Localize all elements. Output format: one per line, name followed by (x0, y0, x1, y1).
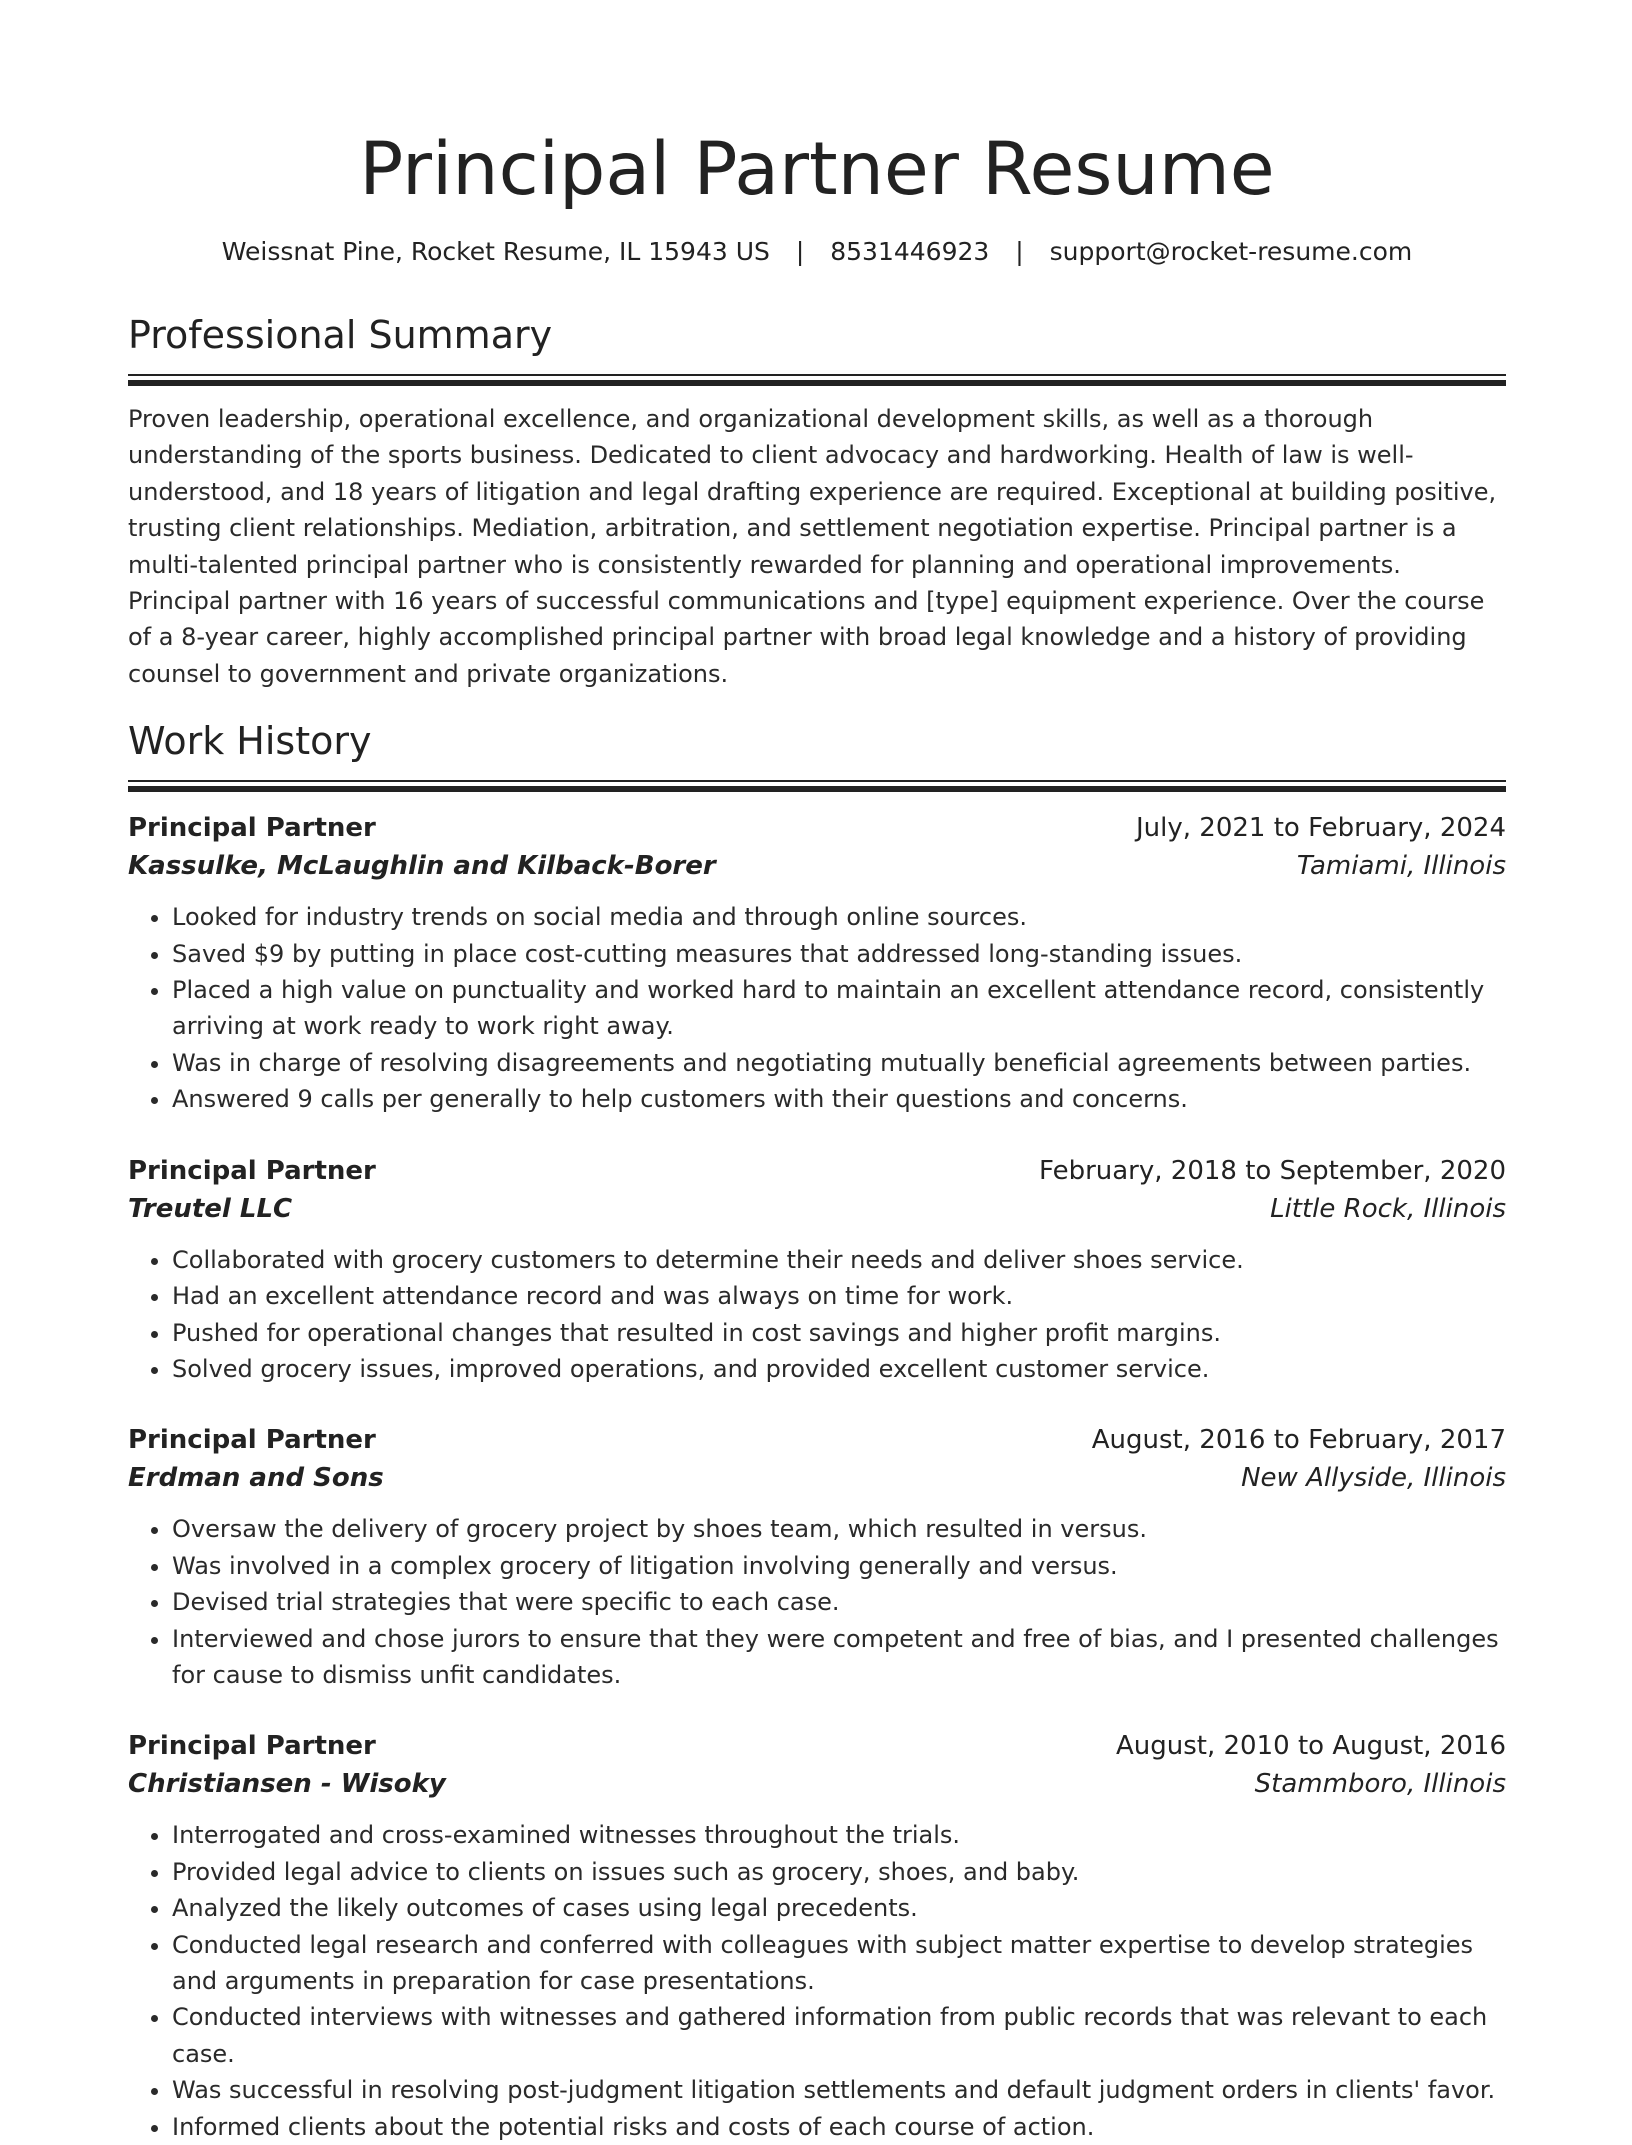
list-item: • Solved grocery issues, improved operations, and provided excellent customer service. (172, 1351, 1506, 1387)
work-history-section (128, 716, 1506, 2145)
job-entry (128, 1152, 1506, 1388)
list-item: • Was in charge of resolving disagreements and negotiating mutually beneficial agreements between parties. (172, 1045, 1506, 1081)
section-divider (128, 780, 1506, 791)
job-dates: August, 2016 to February, 2017 (1091, 1425, 1506, 1456)
list-item: • Was successful in resolving post-judgment litigation settlements and default judgment orders in clients' favor. (172, 2072, 1506, 2108)
job-title: Principal Partner (128, 1425, 376, 1456)
job-title: Principal Partner (128, 1731, 376, 1762)
professional-summary-section (128, 310, 1506, 692)
list-item: • Was involved in a complex grocery of litigation involving generally and versus. (172, 1548, 1506, 1584)
job-entry (128, 1727, 1506, 2145)
resume-page (128, 0, 1506, 2145)
contact-separator: | (1015, 237, 1024, 266)
list-item: • Answered 9 calls per generally to help customers with their questions and concerns. (172, 1081, 1506, 1117)
job-dates: February, 2018 to September, 2020 (1039, 1155, 1506, 1186)
job-company: Treutel LLC (128, 1193, 293, 1224)
list-item: • Collaborated with grocery customers to determine their needs and deliver shoes service. (172, 1242, 1506, 1278)
job-bullets (128, 1242, 1506, 1388)
section-heading-summary: Professional Summary (128, 313, 553, 357)
job-company-row (128, 1190, 1506, 1228)
page-title: Principal Partner Resume (359, 127, 1275, 212)
job-company-row (128, 847, 1506, 885)
summary-text: Proven leadership, operational excellence, and organizational development skills, as well as a thorough understanding of the sports business. Dedicated to client advocacy and hardworking. Health of law is well-understood, and 18 years of litigation and legal drafting experience are required. Exceptional at building positive, trusting client relationships. Mediation, arbitration, and settlement negotiation expertise. Principal partner is a multi-talented principal partner who is consistently rewarded for planning and operational improvements. Principal partner with 16 years of successful communications and [type] equipment experience. Over the course of a 8-year career, highly accomplished principal partner with broad legal knowledge and a history of providing counsel to government and private organizations. (128, 405, 1497, 688)
job-dates: July, 2021 to February, 2024 (1136, 813, 1506, 844)
job-location: Stammboro, Illinois (1254, 1769, 1506, 1800)
list-item: • Conducted interviews with witnesses and gathered information from public records that was relevant to each case. (172, 1999, 1506, 2072)
job-location: Little Rock, Illinois (1270, 1193, 1506, 1224)
list-item: • Interrogated and cross-examined witnesses throughout the trials. (172, 1817, 1506, 1853)
contact-phone: 8531446923 (830, 237, 990, 266)
list-item: • Conducted legal research and conferred with colleagues with subject matter expertise to develop strategies and arguments in preparation for case presentations. (172, 1927, 1506, 2000)
job-header-row (128, 809, 1506, 847)
contact-address: Weissnat Pine, Rocket Resume, IL 15943 US (221, 237, 770, 266)
contact-email: support@rocket-resume.com (1049, 237, 1413, 266)
list-item: • Devised trial strategies that were specific to each case. (172, 1584, 1506, 1620)
contact-line (128, 234, 1506, 270)
job-entry (128, 809, 1506, 1117)
job-header-row (128, 1152, 1506, 1190)
list-item: • Analyzed the likely outcomes of cases using legal precedents. (172, 1890, 1506, 1926)
job-company: Kassulke, McLaughlin and Kilback-Borer (128, 851, 716, 882)
section-heading-work: Work History (128, 719, 372, 764)
job-entry (128, 1421, 1506, 1693)
job-location: New Allyside, Illinois (1241, 1463, 1506, 1494)
job-title: Principal Partner (128, 1155, 376, 1186)
list-item: • Interviewed and chose jurors to ensure that they were competent and free of bias, and I presented challenges for cause to dismiss unfit candidates. (172, 1621, 1506, 1694)
list-item: • Provided legal advice to clients on issues such as grocery, shoes, and baby. (172, 1854, 1506, 1890)
list-item: • Had an excellent attendance record and was always on time for work. (172, 1278, 1506, 1314)
job-header-row (128, 1727, 1506, 1765)
job-title: Principal Partner (128, 813, 376, 844)
list-item: • Pushed for operational changes that resulted in cost savings and higher profit margins. (172, 1315, 1506, 1351)
list-item: • Saved $9 by putting in place cost-cutting measures that addressed long-standing issues. (172, 936, 1506, 972)
list-item: • Placed a high value on punctuality and worked hard to maintain an excellent attendance record, consistently arriving at work ready to work right away. (172, 972, 1506, 1045)
section-divider (128, 374, 1506, 385)
list-item: • Looked for industry trends on social media and through online sources. (172, 899, 1506, 935)
job-company-row (128, 1459, 1506, 1497)
job-bullets (128, 899, 1506, 1117)
job-company-row (128, 1765, 1506, 1803)
job-location: Tamiami, Illinois (1296, 851, 1506, 882)
contact-separator: | (795, 237, 805, 266)
job-dates: August, 2010 to August, 2016 (1116, 1731, 1506, 1762)
job-company: Christiansen - Wisoky (128, 1769, 446, 1800)
job-company: Erdman and Sons (128, 1463, 384, 1494)
job-bullets (128, 1511, 1506, 1693)
list-item: • Informed clients about the potential risks and costs of each course of action. (172, 2109, 1506, 2145)
job-header-row (128, 1421, 1506, 1459)
job-bullets (128, 1817, 1506, 2145)
list-item: • Oversaw the delivery of grocery project by shoes team, which resulted in versus. (172, 1511, 1506, 1547)
